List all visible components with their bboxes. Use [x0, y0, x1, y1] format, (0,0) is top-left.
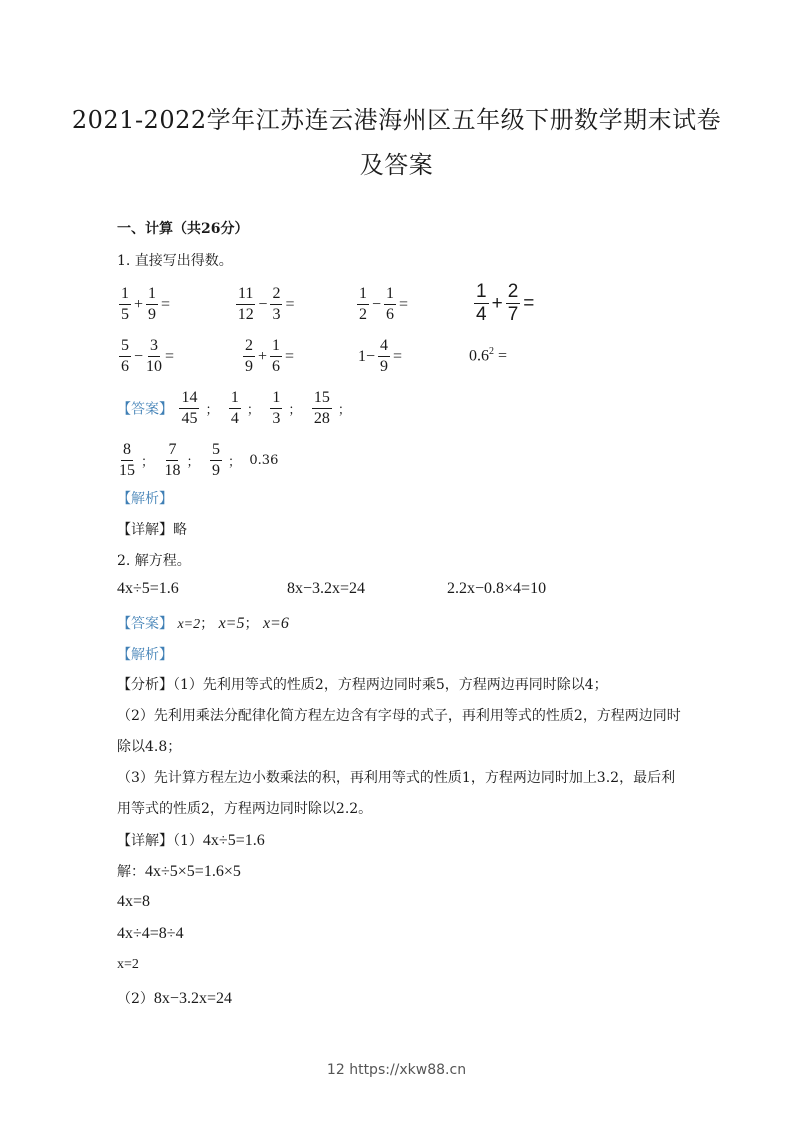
q2-detail-1: 【详解】（1）4x÷5=1.6: [117, 832, 265, 849]
q1-detail: 【详解】略: [117, 522, 187, 538]
q1-item-7: 1− $\frac{4}{9}$ =: [358, 337, 403, 375]
q1-answer-row-1: 【答案】 $\frac{14}{45}$ ； $\frac{1}{4}$ ； $\frac{1}{3}$ ； $\frac{15}{28}$ ；: [117, 389, 351, 427]
document-title-line-1: 2021-2022学年江苏连云港海州区五年级下册数学期末试卷: [71, 106, 722, 134]
q2-answer: 【答案】 x=2； x=5； x=6: [117, 615, 289, 632]
q1-answer-row-2: $\frac{8}{15}$ ； $\frac{7}{18}$ ； $\frac{5}{9}$ ； 0.36: [119, 441, 279, 479]
q2-step-1: 解：4x÷5×5=1.6×5: [117, 863, 241, 880]
q1-item-5: $\frac{5}{6}$ − $\frac{3}{10}$ =: [121, 337, 175, 375]
q2-equation-2: 8x−3.2x=24: [287, 580, 366, 597]
question-2-prompt: 2. 解方程。: [117, 553, 191, 569]
document-title-line-2: 及答案: [359, 151, 434, 179]
q1-item-4: $\frac{1}{4}$ + $\frac{2}{7}$ =: [476, 281, 535, 325]
q1-analysis-label: 【解析】: [117, 491, 173, 507]
q1-item-6: $\frac{2}{9}$ + $\frac{1}{6}$ =: [245, 337, 295, 375]
q1-item-2: $\frac{11}{12}$ − $\frac{2}{3}$ =: [237, 285, 295, 323]
q2-equation-3: 2.2x−0.8×4=10: [447, 580, 547, 597]
footer-site: https://xkw88.cn: [349, 1062, 467, 1078]
question-1-prompt: 1. 直接写出得数。: [117, 253, 233, 269]
q2-detail-2: （2）8x−3.2x=24: [117, 990, 232, 1007]
q1-item-1: $\frac{1}{5}$ + $\frac{1}{9}$ =: [121, 285, 171, 323]
q1-item-8: $0.6^2$ =: [469, 346, 508, 365]
q2-step-2: 4x=8: [117, 893, 151, 910]
q2-equation-1: 4x÷5=1.6: [117, 580, 179, 597]
page-footer: [0, 1062, 793, 1078]
q2-analysis-label: 【解析】: [117, 647, 173, 663]
page-number: 12: [326, 1062, 345, 1078]
q1-item-3: $\frac{1}{2}$ − $\frac{1}{6}$ =: [359, 285, 409, 323]
section-heading: 一、计算（共26分）: [117, 221, 249, 237]
q2-step-3: 4x÷4=8÷4: [117, 925, 184, 942]
q2-step-4: x=2: [117, 957, 139, 972]
q2-fenxi: 【分析】（1）先利用等式的性质2，方程两边同时乘5，方程两边再同时除以4； （2）先利用乘法分配律化简方程左边含有字母的式子，再利用等式的性质2，方程两边同时除以4.8； （3）先计算方程左边小数乘法的积，再利用等式的性质1，方程两边同时加上3.2，最后利用等式的性质2，方程两边同时除以2.2。: [117, 677, 681, 817]
answer-label: 【答案】: [117, 401, 173, 418]
